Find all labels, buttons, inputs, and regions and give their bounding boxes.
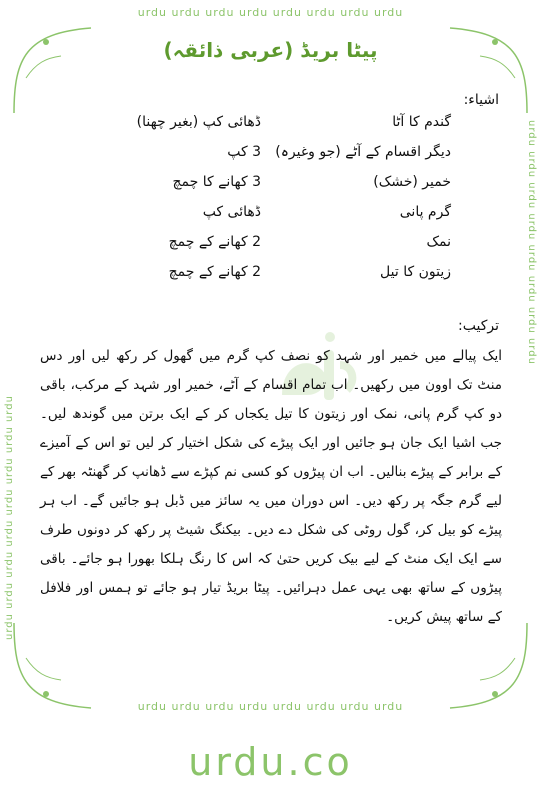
ingredient-row: [31, 114, 451, 138]
ingredient-quantity: ڈھائی کپ: [202, 204, 261, 220]
corner-ornament-bottom-right: [445, 618, 535, 718]
ingredient-name: گندم کا آٹا: [392, 114, 451, 130]
method-heading: ترکیب:: [458, 318, 499, 334]
site-logo-text: urdu.co: [188, 740, 353, 784]
right-border-pattern: urdu urdu urdu urdu urdu urdu urdu urdu: [526, 120, 537, 365]
top-border-pattern: urdu urdu urdu urdu urdu urdu urdu urdu: [137, 6, 404, 19]
ingredient-quantity: ڈھائی کپ (بغیر چھنا): [136, 114, 261, 130]
ingredient-row: [31, 174, 451, 198]
ingredient-row: [31, 144, 451, 168]
ingredient-quantity: 3 کھانے کا چمچ: [172, 174, 261, 190]
recipe-title: پیٹا بریڈ (عربی ذائقہ): [163, 38, 378, 62]
ingredients-heading: اشیاء:: [463, 92, 499, 108]
ingredient-quantity: 2 کھانے کے چمچ: [168, 234, 261, 250]
corner-ornament-top-left: [6, 18, 96, 118]
ingredient-quantity: 3 کپ: [227, 144, 261, 160]
ingredient-name: نمک: [426, 234, 451, 250]
method-text: ایک پیالے میں خمیر اور شہد کو نصف کپ گرم میں گھول کر رکھ لیں اور دس منٹ تک اوون میں رکھیں۔ اب تمام اقسام کے آٹے، خمیر اور شہد کے مرکب، باقی دو کپ گرم پانی، نمک اور زیتون کا تیل یکجاں کر کے ایک برتن میں گوندھ لیں۔ جب اشیا ایک جان ہو جائیں اور ایک پیڑے کی شکل اختیار کر لیں تو اس کے آمیزے کے برابر کے پیڑے بنالیں۔ اب ان پیڑوں کو کسی نم کپڑے سے ڈھانپ کر گھنٹہ بھر کے لیے گرم جگہ پر رکھ دیں۔ اس دوران میں یہ سائز میں ڈبل ہو جائیں گے۔ اب ہر پیڑے کو بیل کر، گول روٹی کی شکل دے دیں۔ بیکنگ شیٹ پر رکھ کر دونوں طرف سے ایک ایک منٹ کے لیے بیک کریں حتیٰ کہ اس کا رنگ ہلکا بھورا ہو جائے۔ باقی پیڑوں کے ساتھ بھی یہی عمل دہرائیں۔ پیٹا بریڈ تیار ہو جائے تو ہمس اور فلافل کے ساتھ پیش کریں۔: [40, 348, 503, 625]
left-border-pattern: urdu urdu urdu urdu urdu urdu urdu urdu: [4, 395, 15, 640]
ingredient-quantity: 2 کھانے کے چمچ: [168, 264, 261, 280]
corner-ornament-bottom-left: [6, 618, 96, 718]
ingredient-row: [31, 264, 451, 288]
ingredient-name: دیگر اقسام کے آٹے (جو وغیرہ): [275, 144, 451, 160]
ingredient-row: [31, 204, 451, 228]
ingredient-name: زیتون کا تیل: [380, 264, 451, 280]
ingredient-name: گرم پانی: [399, 204, 451, 220]
ingredient-name: خمیر (خشک): [373, 174, 451, 190]
bottom-border-pattern: urdu urdu urdu urdu urdu urdu urdu urdu: [137, 700, 404, 713]
ingredient-row: [31, 234, 451, 258]
